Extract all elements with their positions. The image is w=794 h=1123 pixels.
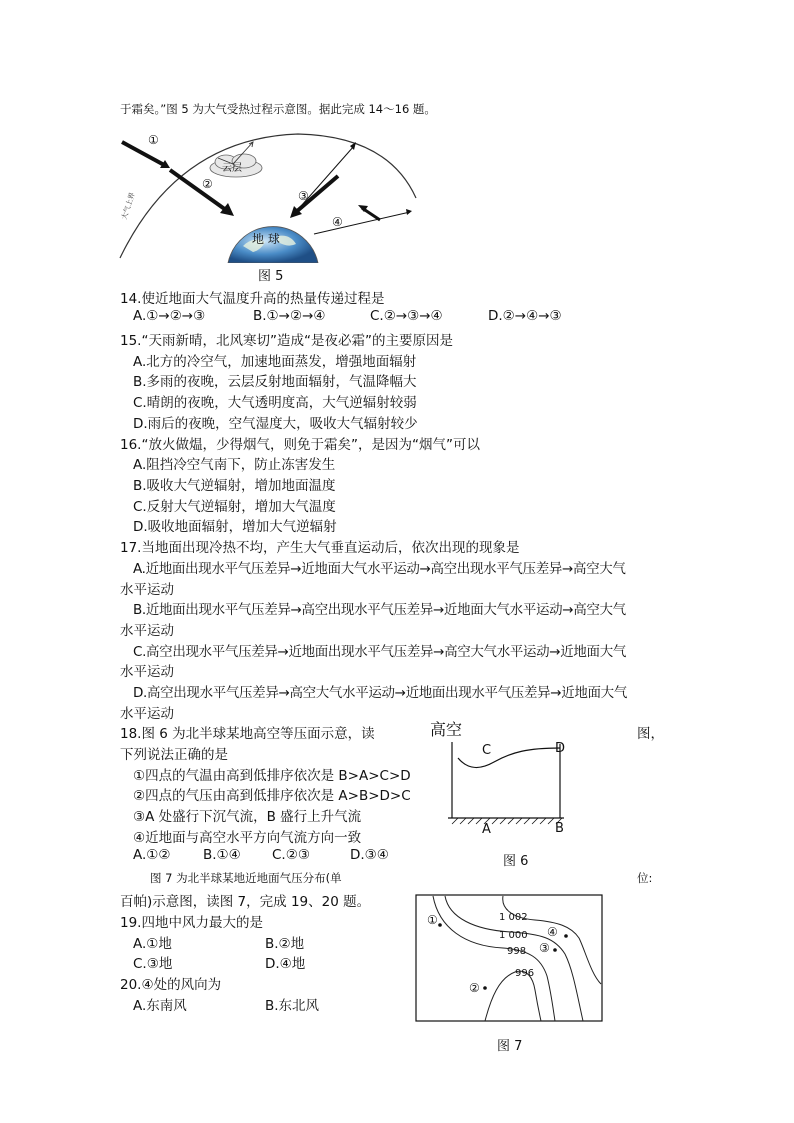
q14-option-a: A.①→②→③: [133, 308, 206, 324]
q20-option-b: B.东北风: [265, 998, 320, 1014]
q17-option-b-line2: 水平运动: [120, 623, 174, 639]
isobar-label-998: 998: [507, 946, 527, 957]
q20-option-a: A.东南风: [133, 998, 187, 1014]
point-1: ①: [427, 913, 438, 927]
earth-label: 地 球: [252, 232, 280, 246]
q18-statement-1: ①四点的气温由高到低排序依次是 B>A>C>D: [133, 768, 411, 784]
q19-option-b: B.②地: [265, 936, 305, 952]
q18-option-c: C.②③: [272, 847, 310, 863]
q17-option-b-line1: B.近地面出现水平气压差异→高空出现水平气压差异→近地面大气水平运动→高空大气: [133, 602, 626, 618]
q18-stem-line1: 18.图 6 为北半球某地高空等压面示意，读: [120, 726, 375, 742]
q14-option-c: C.②→③→④: [370, 308, 443, 324]
arrow-4: [314, 212, 410, 234]
isobar-label-1000: 1 000: [499, 930, 528, 941]
q17-option-c-line2: 水平运动: [120, 664, 174, 680]
q18-option-a: A.①②: [133, 847, 171, 863]
q18-stem-tail: 图，: [637, 726, 664, 742]
svg-text:②: ②: [202, 177, 213, 191]
svg-text:④: ④: [332, 215, 343, 229]
intro-19-line1-tail: 位:: [637, 871, 653, 885]
figure-7-isobar-map: [415, 894, 603, 1022]
figure-5-diagram: [118, 128, 418, 263]
q17-option-d-line2: 水平运动: [120, 706, 174, 722]
q17-stem: 17.当地面出现冷热不均，产生大气垂直运动后，依次出现的现象是: [120, 540, 520, 556]
q17-option-c-line1: C.高空出现水平气压差异→近地面出现水平气压差异→高空大气水平运动→近地面大气: [133, 644, 627, 660]
isobar-label-1002: 1 002: [499, 912, 528, 923]
q14-option-d: D.②→④→③: [488, 308, 562, 324]
point-3: ③: [539, 941, 550, 955]
q15-option-b: B.多雨的夜晚，云层反射地面辐射，气温降幅大: [133, 374, 417, 390]
figure-7-label: 图 7: [497, 1039, 523, 1054]
q18-statement-2: ②四点的气压由高到低排序依次是 A>B>D>C: [133, 788, 411, 804]
fig6-point-b: B: [555, 821, 564, 836]
q16-option-c: C.反射大气逆辐射，增加大气温度: [133, 499, 336, 515]
figure-5-label: 图 5: [258, 269, 284, 284]
intro-19-line2: 百帕)示意图，读图 7，完成 19、20 题。: [120, 894, 371, 910]
q18-statement-4: ④近地面与高空水平方向气流方向一致: [133, 830, 362, 846]
intro-text: 于霜矣。”图 5 为大气受热过程示意图。据此完成 14～16 题。: [120, 102, 436, 116]
q19-stem: 19.四地中风力最大的是: [120, 915, 263, 931]
cloud-label: 云层: [222, 163, 242, 174]
svg-text:③: ③: [298, 189, 309, 203]
q15-option-a: A.北方的冷空气，加速地面蒸发，增强地面辐射: [133, 354, 417, 370]
figure-6-diagram: [428, 718, 578, 838]
q18-stem-line2: 下列说法正确的是: [120, 747, 228, 763]
q17-option-a-line1: A.近地面出现水平气压差异→近地面大气水平运动→高空出现水平气压差异→高空大气: [133, 561, 626, 577]
arrow-1: [122, 142, 166, 166]
fig6-point-d: D: [555, 741, 566, 756]
q16-option-a: A.阻挡冷空气南下，防止冻害发生: [133, 457, 336, 473]
q18-option-b: B.①④: [203, 847, 241, 863]
q16-stem: 16.“放火做煴，少得烟气，则免于霜矣”，是因为“烟气”可以: [120, 437, 480, 453]
q17-option-a-line2: 水平运动: [120, 582, 174, 598]
svg-text:①: ①: [148, 133, 159, 147]
point-4: ④: [547, 925, 558, 939]
fig6-point-a: A: [482, 822, 491, 837]
q19-option-a: A.①地: [133, 936, 172, 952]
q16-option-d: D.吸收地面辐射，增加大气逆辐射: [133, 519, 337, 535]
q17-option-d-line1: D.高空出现水平气压差异→高空大气水平运动→近地面出现水平气压差异→近地面大气: [133, 685, 627, 701]
intro-19-line1: 图 7 为北半球某地近地面气压分布(单: [150, 871, 342, 885]
fig6-point-c: C: [482, 743, 492, 758]
isobar-label-996: 996: [515, 968, 535, 979]
q18-statement-3: ③A 处盛行下沉气流，B 盛行上升气流: [133, 809, 362, 825]
isobaric-surface: [458, 748, 560, 768]
q18-option-d: D.③④: [350, 847, 389, 863]
fig6-title: 高空: [430, 720, 463, 739]
q15-option-c: C.晴朗的夜晚，大气透明度高，大气逆辐射较弱: [133, 395, 417, 411]
q15-option-d: D.雨后的夜晚，空气湿度大，吸收大气辐射较少: [133, 416, 418, 432]
figure-6-label: 图 6: [503, 854, 529, 869]
q14-stem: 14.使近地面大气温度升高的热量传递过程是: [120, 291, 385, 307]
q16-option-b: B.吸收大气逆辐射，增加地面温度: [133, 478, 336, 494]
atmosphere-top-label: 大气上界: [120, 191, 137, 221]
q20-stem: 20.④处的风向为: [120, 977, 222, 993]
point-2: ②: [469, 981, 480, 995]
arrow-2: [170, 170, 226, 210]
q19-option-d: D.④地: [265, 956, 306, 972]
q19-option-c: C.③地: [133, 956, 173, 972]
q14-option-b: B.①→②→④: [253, 308, 326, 324]
q15-stem: 15.“天雨新晴，北风寒切”造成“是夜必霜”的主要原因是: [120, 333, 453, 349]
